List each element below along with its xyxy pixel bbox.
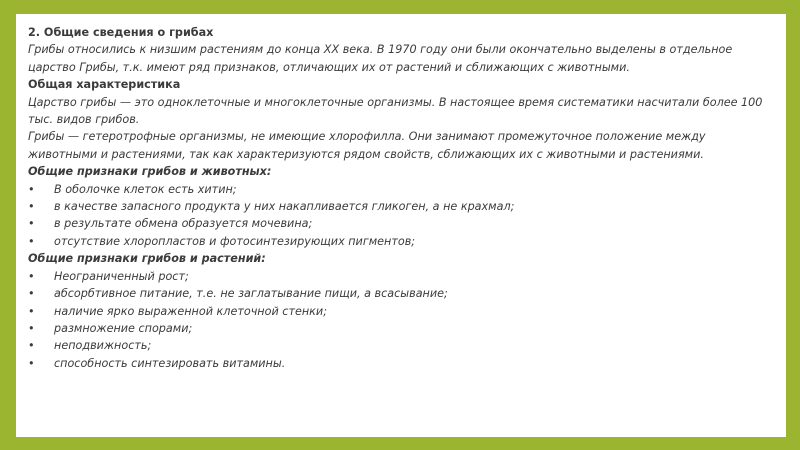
- list-item-text: неподвижность;: [54, 339, 152, 353]
- list-item: [28, 355, 773, 372]
- list-item: [28, 198, 773, 215]
- intro-paragraph: Грибы относились к низшим растениям до конца XX века. В 1970 году они были окончательно выделены в отдельное царство Грибы, т.к. имеют ряд признаков, отличающих их от растений и сближающих с животными.: [28, 43, 733, 74]
- plants-heading: Общие признаки грибов и растений:: [28, 252, 266, 266]
- list-item: [28, 303, 773, 320]
- slide: [16, 14, 786, 437]
- list-item-text: в результате обмена образуется мочевина;: [54, 217, 313, 231]
- bullet-icon: •: [28, 304, 35, 318]
- general-paragraph-1: Царство грибы — это одноклеточные и многоклеточные организмы. В настоящее время систематики насчитали более 100 тыс. видов грибов.: [28, 95, 763, 127]
- bullet-icon: •: [28, 200, 35, 214]
- list-item: [28, 268, 773, 285]
- slide-content: [28, 24, 773, 372]
- list-item: [28, 320, 773, 337]
- bullet-icon: •: [28, 321, 35, 335]
- bullet-icon: •: [28, 234, 35, 248]
- list-item-text: наличие ярко выраженной клеточной стенки;: [54, 304, 327, 318]
- general-heading: Общая характеристика: [28, 78, 181, 92]
- list-item-text: В оболочке клеток есть хитин;: [54, 182, 237, 196]
- animals-heading: Общие признаки грибов и животных:: [28, 165, 272, 179]
- bullet-icon: •: [28, 217, 35, 231]
- list-item: [28, 337, 773, 354]
- bullet-icon: •: [28, 339, 35, 353]
- general-paragraph-2: Грибы — гетеротрофные организмы, не имеющие хлорофилла. Они занимают промежуточное положение между животными и растениями, так как характеризуются рядом свойств, сближающих их с животными и растениями.: [28, 130, 706, 161]
- list-item-text: в качестве запасного продукта у них накапливается гликоген, а не крахмал;: [54, 200, 515, 214]
- list-item-text: абсорбтивное питание, т.е. не заглатывание пищи, а всасывание;: [54, 287, 448, 301]
- bullet-icon: •: [28, 269, 35, 283]
- list-item-text: Неограниченный рост;: [54, 269, 189, 283]
- bullet-icon: •: [28, 287, 35, 301]
- list-item: [28, 233, 773, 250]
- bullet-icon: •: [28, 182, 35, 196]
- bullet-icon: •: [28, 356, 35, 370]
- list-item: [28, 215, 773, 232]
- list-item-text: способность синтезировать витамины.: [54, 356, 286, 370]
- list-item-text: отсутствие хлоропластов и фотосинтезирующих пигментов;: [54, 234, 416, 248]
- section-title: 2. Общие сведения о грибах: [28, 26, 214, 39]
- list-item-text: размножение спорами;: [54, 321, 193, 335]
- list-item: [28, 181, 773, 198]
- list-item: [28, 285, 773, 302]
